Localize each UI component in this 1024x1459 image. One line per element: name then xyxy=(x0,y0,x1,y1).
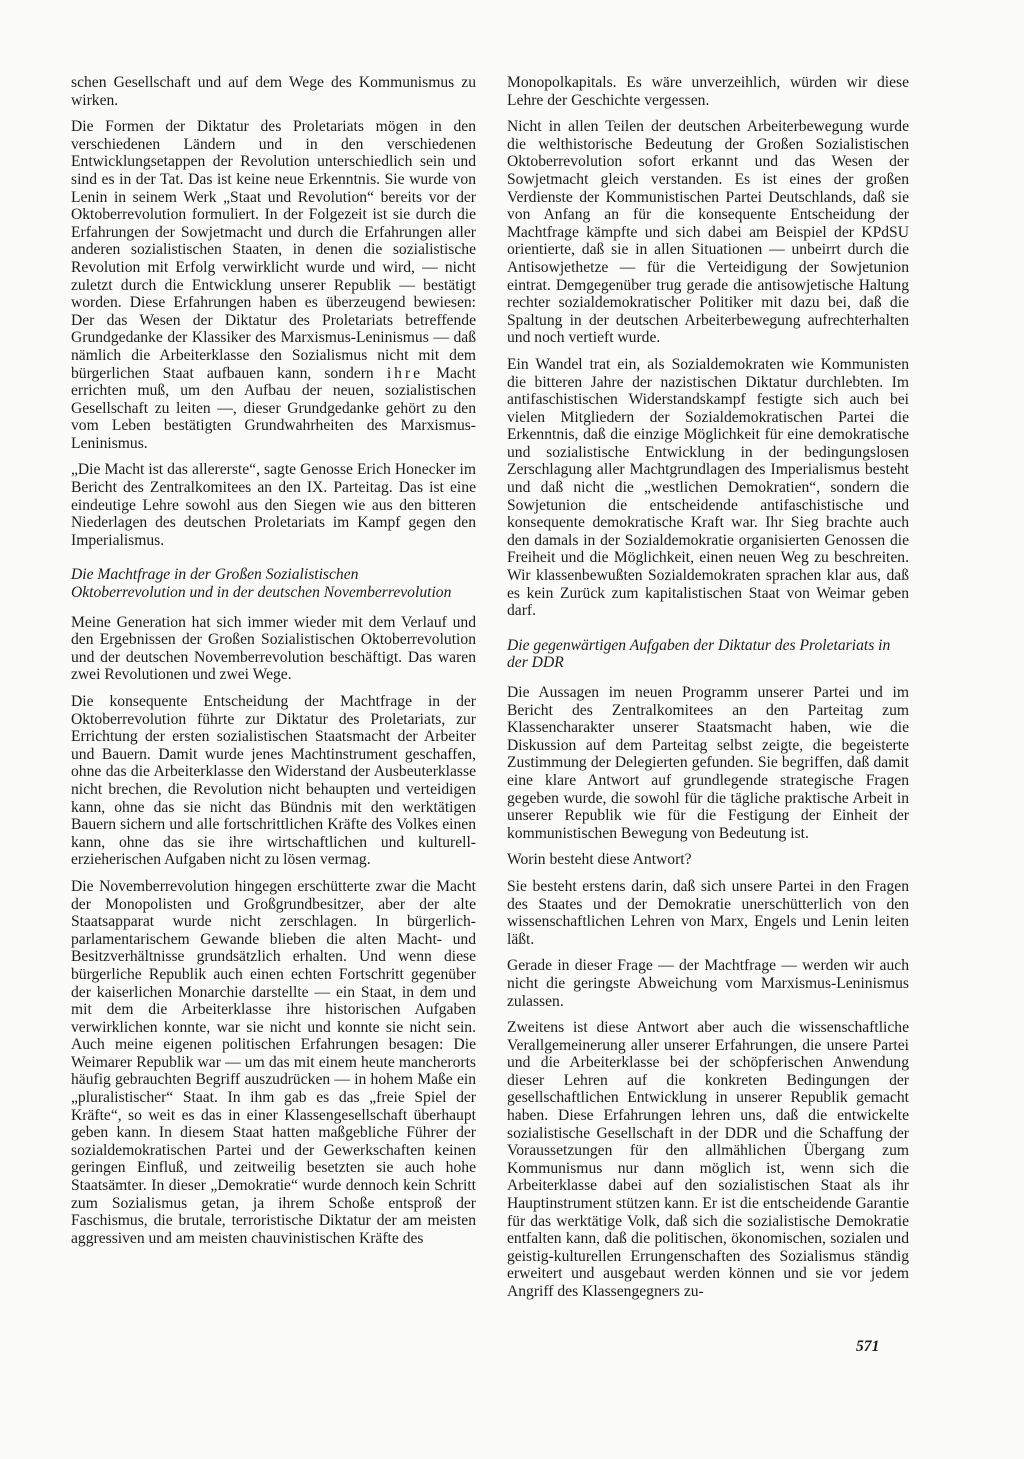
paragraph: schen Gesellschaft und auf dem Wege des Kommunismus zu wirken. xyxy=(71,74,476,109)
section-heading: Die gegenwärtigen Aufgaben der Diktatur des Proletariats in der DDR xyxy=(507,636,891,672)
paragraph: Worin besteht diese Antwort? xyxy=(507,851,692,869)
paragraph: Meine Generation hat sich immer wieder mit dem Verlauf und den Ergebnissen der Großen Sozialistischen Oktoberrevolution und der deutschen Novemberrevolution beschäftigt. Das waren zwei Revolutionen und zwei Wege. xyxy=(71,613,476,684)
right-column xyxy=(507,74,909,1310)
section-heading: Die Machtfrage in der Großen Sozialistischen Oktoberrevolution und in der deutschen Novemberrevolution xyxy=(71,566,452,602)
paragraph: Monopolkapitals. Es wäre unverzeihlich, würden wir diese Lehre der Geschichte vergessen. xyxy=(507,74,909,109)
paragraph: Ein Wandel trat ein, als Sozialdemokraten wie Kommunisten die bitteren Jahre der nazistischen Diktatur durchlebten. Im antifaschistischen Widerstandskampf festigte sich auch bei vielen Mitgliedern der Sozialdemokratischen Partei die Erkenntnis, daß die einzige Möglichkeit für eine demokratische und sozialistische Entwicklung in der bedingungslosen Zerschlagung aller Machtgrundlagen des Imperialismus besteht und daß nicht die „westlichen Demokratien“, sondern die Sowjetunion die entscheidende antifaschistische und konsequente demokratische Kraft war. Ihr Sieg brachte auch den damals in der Sozialdemokratie organisierten Genossen die Freiheit und die Möglichkeit, einen neuen Weg zu beschreiten. Wir klassenbewußten Sozialdemokraten sprachen klar aus, daß es kein Zurück zum kapitalistischen Staat von Weimar geben darf. xyxy=(507,355,909,620)
paragraph: Die Novemberrevolution hingegen erschütterte zwar die Macht der Monopolisten und Großgrundbesitzer, aber der alte Staatsapparat wurde nicht zerschlagen. In bürgerlich-parlamentarischem Gewande blieben die alten Macht- und Besitzverhältnisse grundsätzlich erhalten. Und wenn diese bürgerliche Republik auch einen echten Fortschritt gegenüber der kaiserlichen Monarchie darstellte — ein Staat, in dem und mit dem die Arbeiterklasse ihre historischen Aufgaben verwirklichen konnte, war sie nicht und konnte sie nicht sein. Auch meine eigenen politischen Erfahrungen besagen: Die Weimarer Republik war — um das mit einem heute mancherorts häufig gebrauchten Begriff auszudrücken — in hohem Maße ein „pluralistischer“ Staat. In ihm gab es das „freie Spiel der Kräfte“, so weit es das in einer Klassengesellschaft überhaupt geben kann. In diesem Staat hatten maßgebliche Führer der sozialdemokratischen Partei und der Gewerkschaften keinen geringen Einfluß, und zeitweilig besetzten sie auch hohe Staatsämter. In dieser „Demokratie“ wurde dennoch kein Schritt zum Sozialismus getan, ja ihrem Schoße entsproß der Faschismus, die brutale, terroristische Diktatur der am meisten aggressiven und am meisten chauvinistischen Kräfte des xyxy=(71,877,476,1247)
paragraph: Sie besteht erstens darin, daß sich unsere Partei in den Fragen des Staates und der Demokratie unerschütterlich von den wissenschaftlichen Lehren von Marx, Engels und Lenin leiten läßt. xyxy=(507,877,909,948)
emphasized-word: ihre xyxy=(386,364,424,382)
paragraph-text: Die Formen der Diktatur des Proletariats mögen in den verschiedenen Ländern und in den verschiedenen Entwicklungsetappen der Revolution unterschiedlich sein und sind es in der Tat. Das ist keine neue Erkenntnis. Sie wurde von Lenin in seinem Werk „Staat und Revolution“ bereits vor der Oktoberrevolution formuliert. In der Folgezeit ist sie durch die Erfahrungen der Sowjetmacht und durch die Erfahrungen aller anderen sozialistischen Staaten, in denen die sozialistische Revolution mit Erfolg verwirklicht wurde und wird, — nicht zuletzt durch die Entwicklung unserer Republik — bestätigt worden. Diese Erfahrungen haben es überzeugend bewiesen: Der das Wesen der Diktatur des Proletariats betreffende Grundgedanke der Klassiker des Marxismus-Leninismus — daß nämlich die Arbeiterklasse den Sozialismus nicht mit dem bürgerlichen Staat aufbauen kann, sondern xyxy=(71,118,476,382)
paragraph-text: Macht errichten muß, um den Aufbau der neuen, sozialistischen Gesellschaft zu leiten —, dieser Grundgedanke gehört zu den vom Leben bestätigten Grundwahrheiten des Marxismus-Leninismus. xyxy=(71,364,476,452)
left-column xyxy=(71,74,476,1256)
page-number: 571 xyxy=(856,1338,880,1355)
paragraph: Nicht in allen Teilen der deutschen Arbeiterbewegung wurde die welthistorische Bedeutung der Großen Sozialistischen Oktoberrevolution sofort erkannt und das Wesen der Sowjetmacht gleich verstanden. Es ist eines der großen Verdienste der Kommunistischen Partei Deutschlands, daß sie von Anfang an für die konsequente Entscheidung der Machtfrage kämpfte und sich dabei am Beispiel der KPdSU orientierte, daß sie in allen Situationen — unbeirrt durch die Antisowjethetze — für die Verteidigung der Sowjetunion eintrat. Demgegenüber trug gerade die antisowjetische Haltung rechter sozialdemokratischer Politiker mit dazu bei, daß die Spaltung in der deutschen Arbeiterbewegung aufrechterhalten und noch vertieft wurde. xyxy=(507,118,909,347)
paragraph xyxy=(71,118,476,452)
paragraph: Gerade in dieser Frage — der Machtfrage — werden wir auch nicht die geringste Abweichung vom Marxismus-Leninismus zulassen. xyxy=(507,957,909,1010)
paragraph: Zweitens ist diese Antwort aber auch die wissenschaftliche Verallgemeinerung aller unserer Erfahrungen, die unsere Partei und die Arbeiterklasse bei der schöpferischen Anwendung dieser Lehren auf die konkreten Bedingungen der gesellschaftlichen Entwicklung in unserer Republik gemacht haben. Diese Erfahrungen lehren uns, daß die entwickelte sozialistische Gesellschaft in der DDR und die Schaffung der Voraussetzungen für den allmählichen Übergang zum Kommunismus nur dann möglich ist, wenn sich die Arbeiterklasse dabei auf den sozialistischen Staat als ihr Hauptinstrument stützen kann. Er ist die entscheidende Garantie für das werktätige Volk, daß sich die sozialistische Demokratie entfalten kann, daß die politischen, ökonomischen, sozialen und geistig-kulturellen Errungenschaften des Sozialismus ständig erweitert und ausgebaut werden können und sie vor jedem Angriff des Klassengegners zu- xyxy=(507,1019,909,1300)
paragraph: „Die Macht ist das allererste“, sagte Genosse Erich Honecker im Bericht des Zentralkomitees an den IX. Parteitag. Das ist eine eindeutige Lehre sowohl aus den Siegen wie aus den bitteren Niederlagen des deutschen Proletariats im Kampf gegen den Imperialismus. xyxy=(71,461,476,549)
paragraph: Die konsequente Entscheidung der Machtfrage in der Oktoberrevolution führte zur Diktatur des Proletariats, zur Errichtung der ersten sozialistischen Staatsmacht der Arbeiter und Bauern. Damit wurde jenes Machtinstrument geschaffen, ohne das die Arbeiterklasse den Widerstand der Ausbeuterklasse nicht brechen, die Revolution nicht behaupten und verteidigen kann, ohne das sie nicht das Bündnis mit den werktätigen Bauern sichern und alle fortschrittlichen Kräfte des Volkes einen kann, ohne das sie ihre wirtschaftlichen und kulturell-erzieherischen Aufgaben nicht zu lösen vermag. xyxy=(71,693,476,869)
paragraph: Die Aussagen im neuen Programm unserer Partei und im Bericht des Zentralkomitees an den Parteitag zum Klassencharakter unserer Staatsmacht haben, wie die Diskussion auf dem Parteitag selbst zeigte, die begeisterte Zustimmung der Delegierten gefunden. Sie begriffen, daß damit eine klare Antwort auf grundlegende strategische Fragen gegeben wurde, die sowohl für die tägliche praktische Arbeit in unserer Republik wie für die Festigung der Einheit der kommunistischen Bewegung von Bedeutung ist. xyxy=(507,684,909,842)
